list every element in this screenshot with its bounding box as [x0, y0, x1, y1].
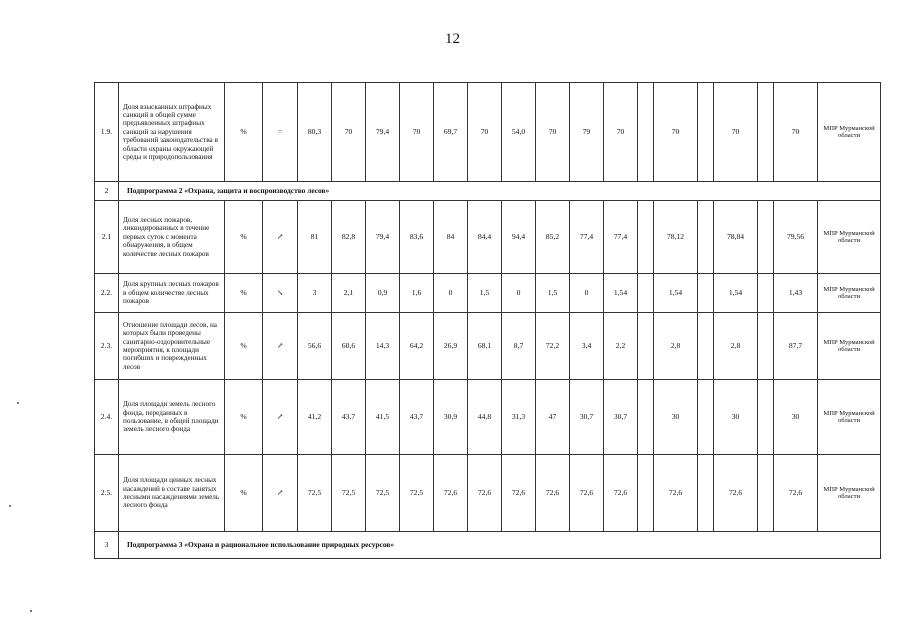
- value-cell: 70: [774, 83, 818, 182]
- value-cell: 84,4: [468, 201, 502, 274]
- section-title: Подпрограмма 3 «Охрана и рациональное использование природных ресурсов»: [119, 532, 881, 559]
- value-cell: 85,2: [536, 201, 570, 274]
- row-number: 2.4.: [95, 380, 119, 455]
- value-cell: 70: [400, 83, 434, 182]
- value-cell: 30,7: [604, 380, 638, 455]
- unit-cell: %: [225, 313, 263, 380]
- scan-mark: [9, 505, 11, 507]
- empty-cell: [758, 455, 774, 532]
- value-cell: 72,6: [468, 455, 502, 532]
- indicator-name: Доля взысканных штрафных санкций в общей сумме предъявленных штрафных санкций за нарушения требований законодательства в области охраны окружающей среды и природопользования: [119, 83, 225, 182]
- unit-cell: %: [225, 274, 263, 313]
- empty-cell: [698, 313, 714, 380]
- value-cell: 2,2: [604, 313, 638, 380]
- indicator-name: Доля площади ценных лесных насаждений в составе занятых лесными насаждениями земель лесного фонда: [119, 455, 225, 532]
- value-cell: 80,3: [298, 83, 332, 182]
- value-cell: 72,6: [774, 455, 818, 532]
- empty-cell: [698, 201, 714, 274]
- row-number: 2.2.: [95, 274, 119, 313]
- section-row: [95, 182, 881, 201]
- trend-cell: ↗: [263, 380, 298, 455]
- value-cell: 43,7: [400, 380, 434, 455]
- value-cell: 78,84: [714, 201, 758, 274]
- empty-cell: [758, 201, 774, 274]
- value-cell: 1,6: [400, 274, 434, 313]
- value-cell: 0: [434, 274, 468, 313]
- empty-cell: [638, 380, 654, 455]
- table-row: [95, 313, 881, 380]
- value-cell: 70: [714, 83, 758, 182]
- value-cell: 30: [714, 380, 758, 455]
- value-cell: 31,3: [502, 380, 536, 455]
- responsible-cell: МПР Мурманской области: [818, 83, 881, 182]
- table-row: [95, 274, 881, 313]
- empty-cell: [638, 455, 654, 532]
- value-cell: 70: [654, 83, 698, 182]
- responsible-cell: МПР Мурманской области: [818, 313, 881, 380]
- value-cell: 1,54: [654, 274, 698, 313]
- table-row: [95, 380, 881, 455]
- value-cell: 84: [434, 201, 468, 274]
- value-cell: 81: [298, 201, 332, 274]
- row-number: 2: [95, 182, 119, 201]
- value-cell: 2,1: [332, 274, 366, 313]
- value-cell: 30: [654, 380, 698, 455]
- value-cell: 79: [570, 83, 604, 182]
- indicator-name: Доля лесных пожаров, ликвидированных в течение первых суток с момента обнаружения, в общем количестве лесных пожаров: [119, 201, 225, 274]
- value-cell: 2,8: [654, 313, 698, 380]
- trend-cell: ↘: [263, 274, 298, 313]
- value-cell: 70: [332, 83, 366, 182]
- value-cell: 30,9: [434, 380, 468, 455]
- value-cell: 69,7: [434, 83, 468, 182]
- responsible-cell: МПР Мурманской области: [818, 380, 881, 455]
- indicator-name: Доля площади земель лесного фонда, переданных в пользование, в общей площади земель лесного фонда: [119, 380, 225, 455]
- indicator-name: Отношение площади лесов, на которых были проведены санитарно-оздоровительные мероприятия, к площади погибших и поврежденных лесов: [119, 313, 225, 380]
- value-cell: 44,8: [468, 380, 502, 455]
- value-cell: 72,6: [714, 455, 758, 532]
- row-number: 2.1: [95, 201, 119, 274]
- empty-cell: [698, 274, 714, 313]
- value-cell: 1,5: [468, 274, 502, 313]
- value-cell: 72,5: [332, 455, 366, 532]
- row-number: 2.3.: [95, 313, 119, 380]
- value-cell: 47: [536, 380, 570, 455]
- scan-mark: [17, 402, 19, 404]
- value-cell: 72,5: [298, 455, 332, 532]
- row-number: 3: [95, 532, 119, 559]
- empty-cell: [698, 83, 714, 182]
- empty-cell: [758, 83, 774, 182]
- page-number: 12: [445, 31, 460, 47]
- value-cell: 1,54: [604, 274, 638, 313]
- unit-cell: %: [225, 455, 263, 532]
- value-cell: 72,6: [434, 455, 468, 532]
- responsible-cell: МПР Мурманской области: [818, 201, 881, 274]
- value-cell: 3,4: [570, 313, 604, 380]
- empty-cell: [758, 313, 774, 380]
- trend-cell: =: [263, 83, 298, 182]
- value-cell: 41,5: [366, 380, 400, 455]
- value-cell: 70: [604, 83, 638, 182]
- value-cell: 1,54: [714, 274, 758, 313]
- trend-cell: ↗: [263, 455, 298, 532]
- value-cell: 79,4: [366, 201, 400, 274]
- empty-cell: [698, 455, 714, 532]
- empty-cell: [758, 274, 774, 313]
- empty-cell: [638, 313, 654, 380]
- value-cell: 0: [570, 274, 604, 313]
- value-cell: 1,5: [536, 274, 570, 313]
- value-cell: 64,2: [400, 313, 434, 380]
- value-cell: 54,0: [502, 83, 536, 182]
- value-cell: 14,3: [366, 313, 400, 380]
- value-cell: 1,43: [774, 274, 818, 313]
- value-cell: 60,6: [332, 313, 366, 380]
- value-cell: 26,9: [434, 313, 468, 380]
- value-cell: 72,5: [400, 455, 434, 532]
- section-row: [95, 532, 881, 559]
- value-cell: 94,4: [502, 201, 536, 274]
- value-cell: 82,8: [332, 201, 366, 274]
- value-cell: 8,7: [502, 313, 536, 380]
- indicators-table: [94, 82, 881, 559]
- value-cell: 0: [502, 274, 536, 313]
- empty-cell: [758, 380, 774, 455]
- value-cell: 68,1: [468, 313, 502, 380]
- row-number: 2.5.: [95, 455, 119, 532]
- table-row: [95, 455, 881, 532]
- table-row: [95, 201, 881, 274]
- value-cell: 72,6: [654, 455, 698, 532]
- value-cell: 2,8: [714, 313, 758, 380]
- scan-mark: [30, 610, 32, 612]
- value-cell: 43,7: [332, 380, 366, 455]
- value-cell: 72,6: [502, 455, 536, 532]
- value-cell: 72,5: [366, 455, 400, 532]
- value-cell: 87,7: [774, 313, 818, 380]
- value-cell: 72,6: [604, 455, 638, 532]
- value-cell: 78,12: [654, 201, 698, 274]
- row-number: 1.9.: [95, 83, 119, 182]
- value-cell: 0,9: [366, 274, 400, 313]
- value-cell: 79,4: [366, 83, 400, 182]
- responsible-cell: МПР Мурманской области: [818, 455, 881, 532]
- value-cell: 56,6: [298, 313, 332, 380]
- value-cell: 77,4: [570, 201, 604, 274]
- empty-cell: [638, 201, 654, 274]
- empty-cell: [698, 380, 714, 455]
- value-cell: 83,6: [400, 201, 434, 274]
- trend-cell: ↗: [263, 201, 298, 274]
- unit-cell: %: [225, 380, 263, 455]
- trend-cell: ↗: [263, 313, 298, 380]
- value-cell: 72,6: [536, 455, 570, 532]
- value-cell: 70: [536, 83, 570, 182]
- section-title: Подпрограмма 2 «Охрана, защита и воспроизводство лесов»: [119, 182, 881, 201]
- table-row: [95, 83, 881, 182]
- responsible-cell: МПР Мурманской области: [818, 274, 881, 313]
- unit-cell: %: [225, 83, 263, 182]
- value-cell: 30: [774, 380, 818, 455]
- value-cell: 30,7: [570, 380, 604, 455]
- value-cell: 77,4: [604, 201, 638, 274]
- value-cell: 79,56: [774, 201, 818, 274]
- value-cell: 3: [298, 274, 332, 313]
- empty-cell: [638, 83, 654, 182]
- value-cell: 41,2: [298, 380, 332, 455]
- indicator-name: Доля крупных лесных пожаров в общем количестве лесных пожаров: [119, 274, 225, 313]
- value-cell: 72,2: [536, 313, 570, 380]
- value-cell: 72,6: [570, 455, 604, 532]
- empty-cell: [638, 274, 654, 313]
- value-cell: 70: [468, 83, 502, 182]
- unit-cell: %: [225, 201, 263, 274]
